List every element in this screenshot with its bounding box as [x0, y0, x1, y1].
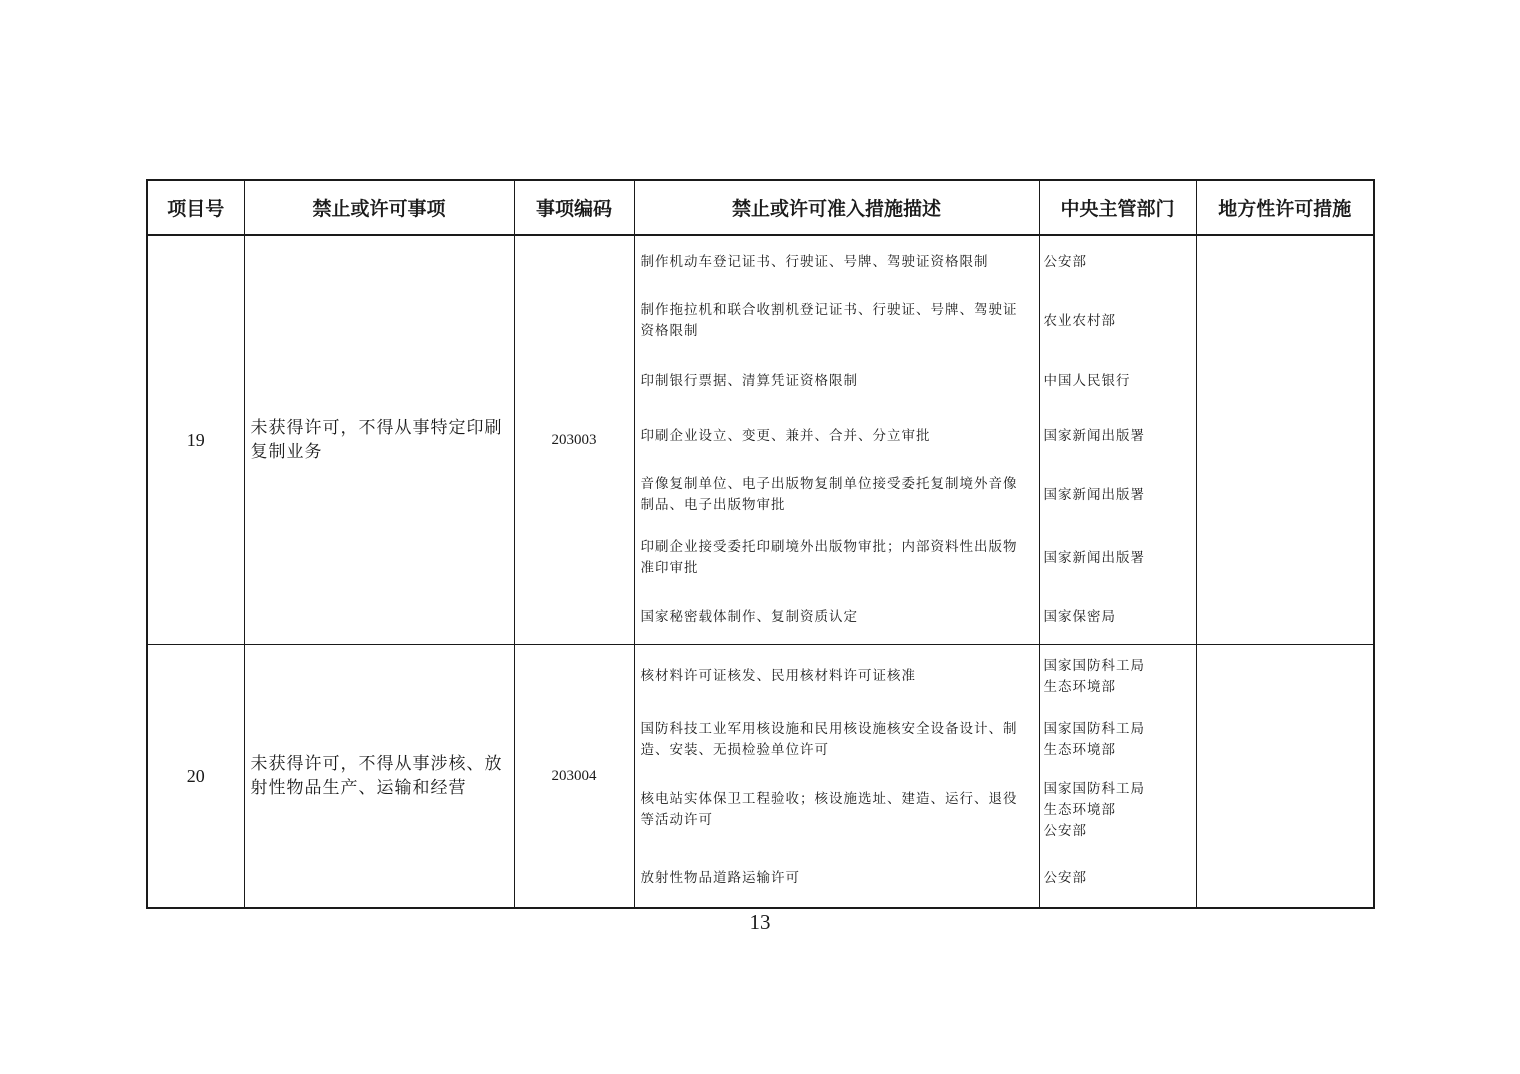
central-department-text: 国家新闻出版署 — [1043, 549, 1145, 566]
central-department — [1040, 526, 1196, 590]
measure-description-text: 印刷企业设立、变更、兼并、合并、分立审批 — [640, 427, 931, 444]
measure-description-cell — [634, 235, 1039, 645]
measure-description-text: 制作拖拉机和联合收割机登记证书、行驶证、号牌、驾驶证资格限制 — [640, 302, 1018, 339]
central-department — [1040, 590, 1196, 644]
central-department — [1040, 236, 1196, 288]
central-department-text: 国家新闻出版署 — [1043, 427, 1145, 444]
local-measures-cell — [1196, 235, 1374, 645]
table-header-row — [147, 180, 1374, 235]
measure-description — [635, 771, 1039, 849]
central-department-text: 中国人民银行 — [1043, 372, 1131, 389]
table-row — [147, 235, 1374, 645]
measure-description-text: 放射性物品道路运输许可 — [640, 869, 800, 886]
central-department-text: 国家国防科工局 生态环境部 — [1043, 657, 1145, 695]
measure-description — [635, 408, 1039, 464]
central-department-cell — [1039, 235, 1196, 645]
measure-description-text: 核电站实体保卫工程验收；核设施选址、建造、运行、退役等活动许可 — [640, 791, 1018, 828]
central-department — [1040, 408, 1196, 464]
header-item: 禁止或许可事项 — [244, 180, 514, 235]
central-department — [1040, 771, 1196, 849]
measure-description-text: 音像复制单位、电子出版物复制单位接受委托复制境外音像制品、电子出版物审批 — [640, 476, 1018, 513]
item-text: 未获得许可，不得从事涉核、放射性物品生产、运输和经营 — [250, 754, 503, 798]
central-department-text: 国家保密局 — [1043, 608, 1116, 625]
measure-description — [635, 645, 1039, 708]
page-number: 13 — [749, 910, 771, 934]
table-body — [147, 235, 1374, 908]
header-central-department: 中央主管部门 — [1039, 180, 1196, 235]
central-department-text: 国家国防科工局 生态环境部 — [1043, 720, 1145, 758]
central-department-cell — [1039, 645, 1196, 909]
item-code-cell: 203004 — [514, 645, 634, 909]
measure-description-text: 印制银行票据、清算凭证资格限制 — [640, 372, 858, 389]
project-number-cell: 20 — [147, 645, 244, 909]
measure-description-text: 国防科技工业军用核设施和民用核设施核安全设备设计、制造、安装、无损检验单位许可 — [640, 720, 1018, 758]
central-department — [1040, 354, 1196, 408]
item-text: 未获得许可，不得从事特定印刷复制业务 — [250, 418, 503, 462]
header-item-code: 事项编码 — [514, 180, 634, 235]
central-department — [1040, 849, 1196, 907]
measure-description — [635, 236, 1039, 288]
measure-description — [635, 526, 1039, 590]
local-measures-cell — [1196, 645, 1374, 909]
central-department-text: 公安部 — [1043, 253, 1087, 270]
measure-description-cell — [634, 645, 1039, 909]
measure-description-text: 国家秘密载体制作、复制资质认定 — [640, 608, 858, 625]
measure-description — [635, 708, 1039, 771]
central-department-text: 公安部 — [1043, 869, 1087, 886]
central-department — [1040, 464, 1196, 526]
measure-description — [635, 849, 1039, 907]
item-code-cell: 203003 — [514, 235, 634, 645]
table-row — [147, 645, 1374, 909]
header-local-measures: 地方性许可措施 — [1196, 180, 1374, 235]
central-department-text: 农业农村部 — [1043, 312, 1116, 329]
central-department-text: 国家新闻出版署 — [1043, 486, 1145, 503]
item-cell — [244, 235, 514, 645]
header-project-number: 项目号 — [147, 180, 244, 235]
item-cell — [244, 645, 514, 909]
measure-description-text: 核材料许可证核发、民用核材料许可证核准 — [640, 668, 916, 684]
project-number-cell: 19 — [147, 235, 244, 645]
measure-description-text: 印刷企业接受委托印刷境外出版物审批；内部资料性出版物准印审批 — [640, 539, 1018, 576]
measure-description — [635, 590, 1039, 644]
measure-description — [635, 464, 1039, 526]
measure-description — [635, 354, 1039, 408]
central-department — [1040, 288, 1196, 354]
central-department — [1040, 708, 1196, 771]
permit-table — [146, 179, 1375, 909]
measure-description — [635, 288, 1039, 354]
header-measure-description: 禁止或许可准入措施描述 — [634, 180, 1039, 235]
measure-description-text: 制作机动车登记证书、行驶证、号牌、驾驶证资格限制 — [640, 253, 989, 270]
central-department-text: 国家国防科工局 生态环境部 公安部 — [1043, 780, 1145, 839]
central-department — [1040, 645, 1196, 708]
